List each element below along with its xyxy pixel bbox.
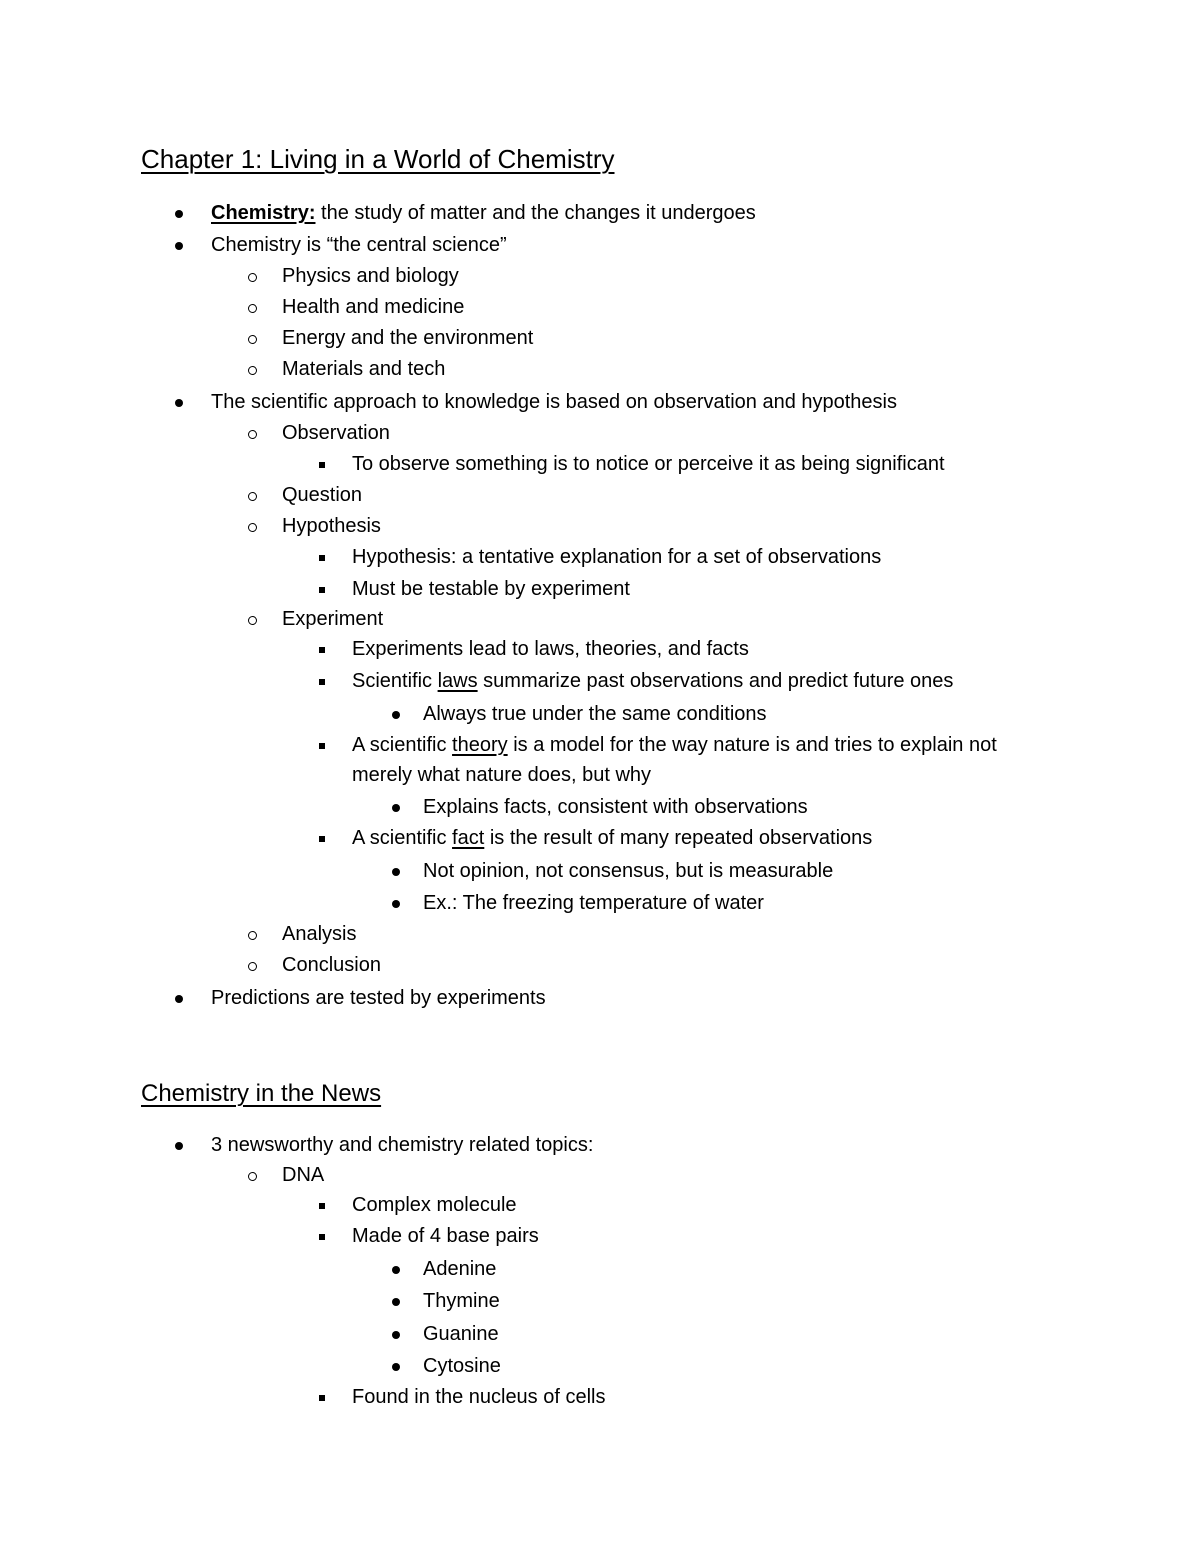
bullet-circle bbox=[248, 304, 257, 313]
bullet-disc bbox=[392, 1331, 400, 1339]
bullet-square bbox=[319, 587, 325, 593]
list-item: Chemistry is “the central science” bbox=[211, 234, 507, 256]
bullet-disc bbox=[392, 1298, 400, 1306]
bullet-disc bbox=[175, 1142, 183, 1150]
list-item: DNA bbox=[282, 1164, 325, 1186]
bullet-square bbox=[319, 1234, 325, 1240]
bullet-disc bbox=[392, 804, 400, 812]
bullet-disc bbox=[175, 210, 183, 218]
bullet-disc bbox=[392, 1363, 400, 1371]
list-item: The scientific approach to knowledge is based on observation and hypothesis bbox=[211, 391, 897, 413]
list-item: Question bbox=[282, 484, 363, 506]
bullet-square bbox=[319, 743, 325, 749]
list-item: Health and medicine bbox=[282, 296, 465, 318]
bullet-square bbox=[319, 1395, 325, 1401]
chapter-heading: Chapter 1: Living in a World of Chemistry bbox=[141, 144, 615, 174]
bullet-disc bbox=[175, 399, 183, 407]
list-item: Experiments lead to laws, theories, and facts bbox=[352, 638, 749, 660]
list-item: Always true under the same conditions bbox=[423, 703, 767, 725]
bullet-circle bbox=[248, 273, 257, 282]
list-item: 3 newsworthy and chemistry related topics: bbox=[211, 1134, 594, 1156]
list-item: Cytosine bbox=[423, 1355, 501, 1377]
list-item: Hypothesis: a tentative explanation for a set of observations bbox=[352, 546, 882, 568]
keyword-fact: fact bbox=[452, 827, 485, 849]
bullet-square bbox=[319, 679, 325, 685]
bullet-circle bbox=[248, 616, 257, 625]
bullet-disc bbox=[392, 711, 400, 719]
list-item: Made of 4 base pairs bbox=[352, 1225, 539, 1247]
bullet-disc bbox=[175, 242, 183, 250]
bullet-circle bbox=[248, 1172, 257, 1181]
list-item: Thymine bbox=[423, 1290, 500, 1312]
bullet-circle bbox=[248, 962, 257, 971]
list-item: Chemistry: the study of matter and the changes it undergoes bbox=[211, 202, 756, 224]
list-item: A scientific fact is the result of many repeated observations bbox=[352, 827, 873, 849]
bullet-circle bbox=[248, 335, 257, 344]
bullet-square bbox=[319, 1203, 325, 1209]
bullet-circle bbox=[248, 366, 257, 375]
list-item: Scientific laws summarize past observations and predict future ones bbox=[352, 670, 954, 692]
bullet-square bbox=[319, 836, 325, 842]
bullet-square bbox=[319, 462, 325, 468]
bullet-disc bbox=[392, 900, 400, 908]
bullet-circle bbox=[248, 523, 257, 532]
bullet-disc bbox=[392, 868, 400, 876]
keyword-theory: theory bbox=[452, 734, 508, 756]
list-item: Energy and the environment bbox=[282, 327, 534, 349]
list-item: To observe something is to notice or perceive it as being significant bbox=[352, 453, 945, 475]
list-item: Complex molecule bbox=[352, 1194, 517, 1216]
bullet-square bbox=[319, 555, 325, 561]
list-item: Observation bbox=[282, 422, 390, 444]
list-item: A scientific theory is a model for the way nature is and tries to explain not bbox=[352, 734, 997, 756]
list-item: Materials and tech bbox=[282, 358, 446, 380]
section-heading: Chemistry in the News bbox=[141, 1080, 382, 1107]
list-item: Analysis bbox=[282, 923, 357, 945]
list-item: Adenine bbox=[423, 1258, 497, 1280]
list-item: Explains facts, consistent with observations bbox=[423, 796, 808, 818]
list-item: Predictions are tested by experiments bbox=[211, 987, 546, 1009]
bullet-circle bbox=[248, 931, 257, 940]
list-item: Physics and biology bbox=[282, 265, 459, 287]
bullet-circle bbox=[248, 430, 257, 439]
bullet-square bbox=[319, 647, 325, 653]
list-item: Hypothesis bbox=[282, 515, 381, 537]
list-item: Guanine bbox=[423, 1323, 499, 1345]
list-item: Found in the nucleus of cells bbox=[352, 1386, 606, 1408]
list-item-continuation: merely what nature does, but why bbox=[352, 764, 652, 786]
list-item: Not opinion, not consensus, but is measurable bbox=[423, 860, 834, 882]
list-item: Ex.: The freezing temperature of water bbox=[423, 892, 764, 914]
bullet-circle bbox=[248, 492, 257, 501]
list-item: Experiment bbox=[282, 608, 384, 630]
bullet-disc bbox=[392, 1266, 400, 1274]
list-item: Must be testable by experiment bbox=[352, 578, 630, 600]
bullet-disc bbox=[175, 995, 183, 1003]
term-chemistry: Chemistry: bbox=[211, 202, 316, 224]
list-item: Conclusion bbox=[282, 954, 381, 976]
keyword-laws: laws bbox=[437, 670, 478, 692]
